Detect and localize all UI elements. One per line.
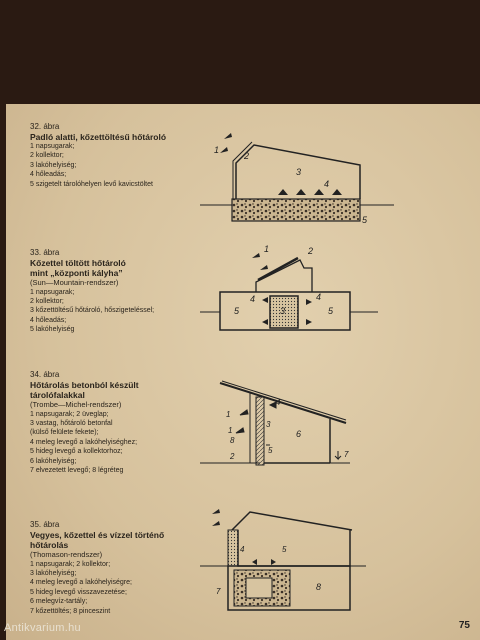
legend-item: 2 kollektor; — [30, 152, 64, 160]
legend-item: 4 meleg levegő a lakóhelyiséghez; — [30, 438, 138, 446]
legend-list — [30, 288, 154, 335]
legend-item: 1 napsugarak; — [30, 143, 75, 150]
figure-33-diagram — [200, 240, 400, 340]
figure-subtitle: (Trombe—Michel-rendszer) — [30, 400, 122, 409]
legend-item: 6 lakóhelyiség; — [30, 457, 77, 465]
diagram-label: 3 — [296, 167, 302, 177]
diagram-label: 7 — [344, 450, 349, 459]
diagram-label: 8 — [230, 436, 235, 445]
diagram-label: 3 — [280, 306, 286, 316]
diagram-label: 4 — [276, 398, 281, 407]
diagram-label: 5 — [268, 446, 273, 455]
legend-item: (külső felülete fekete); — [30, 429, 99, 437]
diagram-label: 4 — [316, 292, 322, 302]
legend-item: 3 vastag, hőtároló betonfal — [30, 419, 113, 427]
diagram-label: 5 — [328, 306, 334, 316]
diagram-label: 1 — [214, 145, 220, 155]
legend-item: 4 hőleadás; — [30, 316, 67, 324]
figure-32-diagram — [200, 125, 400, 225]
figure-33-caption — [30, 248, 154, 335]
diagram-label: 1 — [226, 410, 231, 419]
legend-item: 5 lakóhelyiség — [30, 326, 75, 334]
diagram-label: 4 — [324, 179, 330, 189]
legend-item: 3 lakóhelyiség; — [30, 569, 77, 577]
legend-item: 4 hőleadás; — [30, 171, 67, 179]
figure-number: 34. ábra — [30, 370, 60, 379]
watermark: Antikvarium.hu — [4, 622, 81, 634]
diagram-label: 4 — [250, 294, 256, 304]
legend-item: 7 elvezetett levegő; 8 légréteg — [30, 466, 124, 474]
figure-number: 35. ábra — [30, 520, 60, 529]
legend-item: 1 napsugarak; 2 üveglap; — [30, 410, 109, 418]
legend-item: 7 kőzettöltés; 8 pinceszint — [30, 607, 111, 615]
legend-item: 1 napsugarak; — [30, 288, 75, 296]
figure-title: Padló alatti, kőzettöltésű hőtároló — [30, 132, 167, 142]
legend-list — [30, 560, 164, 616]
legend-item: 1 napsugarak; 2 kollektor; — [30, 560, 111, 568]
diagram-label: 3 — [266, 420, 271, 429]
diagram-label: 5 — [234, 306, 240, 316]
figure-number: 32. ábra — [30, 122, 60, 131]
legend-item: 3 kőzettöltésű hőtároló, hőszigeteléssel; — [30, 307, 155, 315]
legend-item: 5 hideg levegő visszavezetése; — [30, 588, 127, 596]
legend-list — [30, 142, 166, 189]
legend-item: 5 szigetelt tárolóhelyen levő kavicstöltet — [30, 180, 153, 188]
figure-title: Vegyes, kőzettel és vízzel történő — [30, 530, 165, 540]
figure-subtitle: (Thomason-rendszer) — [30, 550, 103, 559]
diagram-label: 5 — [362, 215, 368, 225]
diagram-label: 6 — [296, 429, 302, 439]
diagram-label: 5 — [282, 545, 287, 554]
legend-item: 3 lakóhelyiség; — [30, 161, 77, 169]
figure-title: tárolófalakkal — [30, 390, 85, 400]
page-number: 75 — [458, 620, 470, 631]
legend-list — [30, 410, 139, 476]
legend-item: 4 meleg levegő a lakóhelyiségre; — [30, 579, 132, 587]
legend-item: 5 hideg levegő a kollektorhoz; — [30, 448, 123, 456]
diagram-label: 1 — [228, 426, 233, 435]
diagram-label: 2 — [230, 452, 235, 461]
legend-item: 6 melegvíz-tartály; — [30, 598, 88, 606]
figure-number: 33. ábra — [30, 248, 60, 257]
figure-35-caption — [30, 520, 164, 616]
figure-title: mint „központi kályha” — [30, 268, 123, 278]
figure-34-caption — [30, 370, 139, 475]
figure-title: Kőzettel töltött hőtároló — [30, 258, 126, 268]
figure-34-diagram — [200, 375, 360, 475]
diagram-label: 4 — [240, 545, 245, 554]
diagram-label: 7 — [216, 587, 221, 596]
legend-item: 2 kollektor; — [30, 297, 64, 305]
diagram-label: 2 — [308, 246, 314, 256]
diagram-label: 1 — [264, 244, 270, 254]
diagram-label: 8 — [316, 582, 322, 592]
figure-35-diagram — [200, 500, 370, 615]
figure-subtitle: (Sun—Mountain-rendszer) — [30, 278, 119, 287]
diagram-label: 2 — [244, 151, 250, 161]
figure-32-caption — [30, 122, 166, 189]
figure-title: Hőtárolás betonból készült — [30, 380, 139, 390]
figure-title: hőtárolás — [30, 540, 69, 550]
